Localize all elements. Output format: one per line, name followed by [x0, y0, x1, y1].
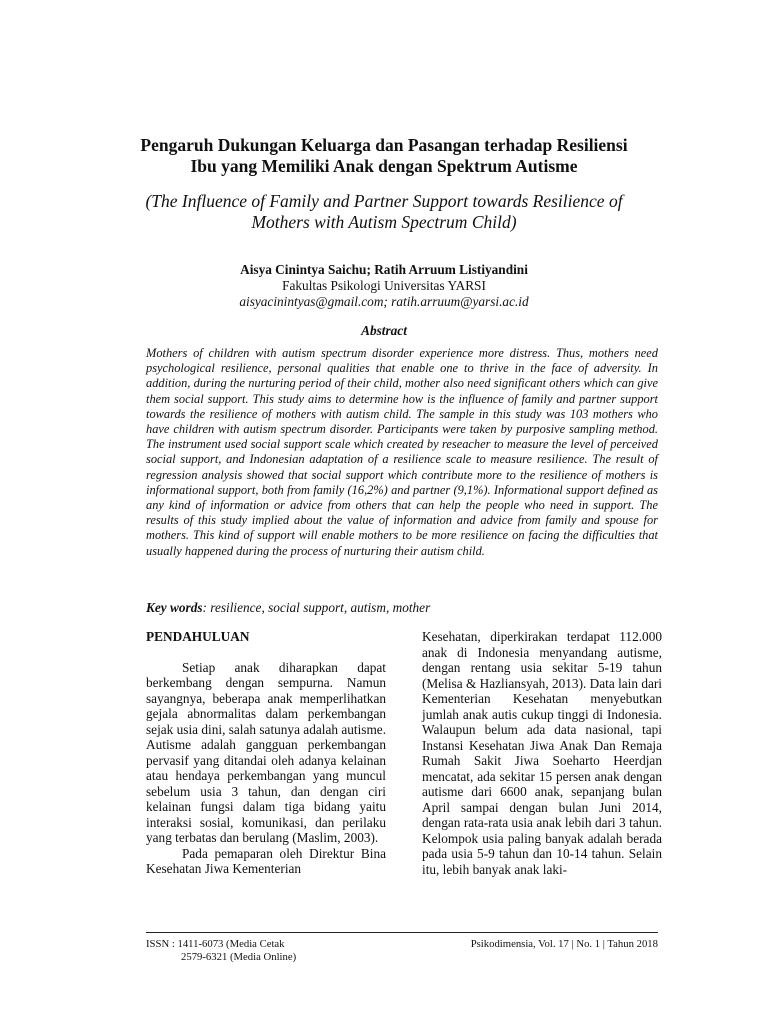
abstract-text: Mothers of children with autism spectrum disorder experience more distress. Thus, mothers need psychological resilience, personal qualities that enable one to thrive in the face of adversity. In addition, during the nurturing period of their child, mother also need significant others which can give them social support. This study aims to determine how is the influence of family and partner support towards the resilience of mothers with autism child. The sample in this study was 103 mothers who have children with autism spectrum disorder. Participants were taken by purposive sampling method. The instrument used social support scale which created by reseacher to measure the level of perceived social support, and Indonesian adaptation of a resilience scale to measure resilience. The result of regression analysis showed that social support which contribute more to the resilience of mothers is informational support, both from family (16,2%) and partner (9,1%). Informational support defined as any kind of information or advice from others that can help the people who need in support. The results of this study implied about the value of information and advice from family and spouse for mothers. This kind of support will enable mothers to be more resilience on facing the difficulties that usually happened during the process of nurturing their autism child.: [146, 346, 658, 558]
footer-divider: [146, 932, 658, 933]
body-paragraph-right: Kesehatan, diperkirakan terdapat 112.000 anak di Indonesia menyandang autisme, dengan rentang usia sekitar 5-19 tahun (Melisa & Hazliansyah, 2013). Data lain dari Kementerian Kesehatan menyebutkan jumlah anak autis cukup tinggi di Indonesia. Walaupun belum ada data nasional, tapi Instansi Kesehatan Jiwa Anak Dan Remaja Rumah Sakit Jiwa Soeharto Heerdjan mencatat, ada sekitar 15 persen anak dengan autisme dari 6600 anak, sepanjang bulan April sampai dengan bulan Juni 2014, dengan rata-rata usia anak lebih dari 3 tahun. Kelompok usia paling banyak adalah berada pada usia 5-9 tahun dan 10-14 tahun. Selain itu, lebih banyak anak laki-: [422, 629, 663, 877]
english-title-line-2: Mothers with Autism Spectrum Child): [251, 212, 517, 232]
footer-issn: [146, 938, 296, 964]
english-title-line-1: (The Influence of Family and Partner Support towards Resilience of: [145, 191, 623, 211]
left-column: [146, 629, 386, 877]
author-affiliation: Fakultas Psikologi Universitas YARSI: [282, 278, 486, 293]
body-paragraph-1: Setiap anak diharapkan dapat berkembang dengan sempurna. Namun sayangnya, beberapa anak memperlihatkan gejala abnormalitas dalam perkembangan sejak usia dini, salah satunya adalah autisme. Autisme adalah gangguan perkembangan pervasif yang ditandai oleh adanya kelainan atau hendaya perkembangan yang muncul sebelum usia 3 tahun, dan dengan ciri kelainan fungsi dalam tiga bidang yaitu interaksi sosial, komunikasi, dan perilaku yang terbatas dan berulang (Maslim, 2003).: [146, 659, 387, 845]
keywords: [146, 600, 658, 616]
title-line-2: Ibu yang Memiliki Anak dengan Spektrum Autisme: [190, 156, 578, 176]
issn-print: ISSN : 1411-6073 (Media Cetak: [146, 938, 285, 950]
body-paragraph-2: Pada pemaparan oleh Direktur Bina Kesehatan Jiwa Kementerian: [146, 845, 386, 876]
author-names: Aisya Cinintya Saichu; Ratih Arruum Listiyandini: [240, 262, 528, 277]
footer-journal: Psikodimensia, Vol. 17 | No. 1 | Tahun 2018: [470, 938, 658, 950]
english-title: [120, 191, 648, 233]
title-line-1: Pengaruh Dukungan Keluarga dan Pasangan terhadap Resiliensi: [140, 135, 628, 155]
author-block: [120, 262, 648, 310]
right-column: [422, 629, 662, 877]
issn-online: 2579-6321 (Media Online): [181, 951, 297, 963]
keywords-label: Key words: [146, 600, 203, 615]
author-emails: aisyacinintyas@gmail.com; ratih.arruum@yarsi.ac.id: [239, 294, 529, 309]
section-heading: PENDAHULUAN: [146, 629, 250, 644]
keywords-text: : resilience, social support, autism, mother: [202, 600, 431, 615]
abstract-heading: Abstract: [361, 323, 407, 338]
paper-title: [120, 135, 648, 177]
